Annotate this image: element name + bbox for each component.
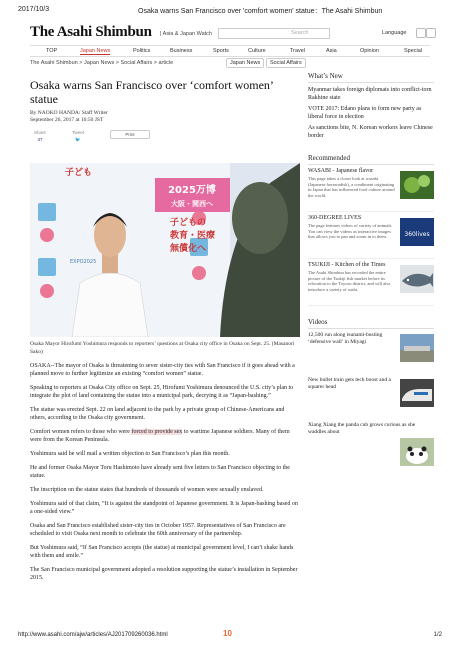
recommended-desc: This page takes a closer look at wasabi (Japanese horseradish), a condiment originating in Japan that has influenced food culture around the world. <box>308 176 395 198</box>
twitter-icon: 🐦 <box>75 137 81 142</box>
paragraph: The San Francisco municipal government adopted a resolution supporting the statue’s installation in September 2015. <box>30 567 298 581</box>
banner-place: 大阪・関西へ <box>171 200 213 208</box>
page-count: 1/2 <box>433 632 442 638</box>
sign-top: 子ども <box>65 168 93 178</box>
language-label: Language <box>382 30 407 36</box>
breadcrumb[interactable]: The Asahi Shimbun > Japan News > Social Affairs > article <box>30 60 174 66</box>
paragraph: Osaka and San Francisco established sister-city ties in October 1957. Representatives of San Francisco are scheduled to visit Osaka next month to celebrate the 60th anniversary of the partnership. <box>30 523 286 537</box>
nav-politics[interactable]: Politics <box>133 48 151 54</box>
recommended-item[interactable] <box>308 168 434 212</box>
video-title: Xiang Xiang the panda cub grows curious as she waddles about <box>308 422 416 435</box>
whats-new-item[interactable]: Myanmar takes foreign diplomats into conflict-torn Rakhine state <box>308 87 432 101</box>
sign-line-2: 教育・医療 <box>170 231 216 241</box>
video-item[interactable] <box>308 377 434 419</box>
sign-line-1: 子どもの <box>170 218 207 228</box>
video-thumbnail-train <box>400 379 434 407</box>
paragraph-comfort-women <box>30 428 300 444</box>
main-nav <box>30 45 430 57</box>
video-item[interactable] <box>308 422 434 464</box>
page-number-marker: 10 <box>223 629 232 638</box>
facebook-share-button[interactable] <box>30 130 50 142</box>
text-run: to wartime Japanese soldiers. Many of them were from the Korean Peninsula. <box>30 429 290 443</box>
tweet-label: Tweet <box>71 130 84 135</box>
whats-new-item[interactable]: As sanctions bite, N. Korean workers leave Chinese border <box>308 125 433 139</box>
edition-label: | Asia & Japan Watch <box>160 31 212 37</box>
paragraph: The statue was erected Sept. 22 on land adjacent to the park by a private group of Chinese-Americans and others, according to the Osaka city government. <box>30 407 285 421</box>
sign-line-3: 無償化へ <box>170 244 207 254</box>
highlighted-link[interactable]: forced to provide sex <box>131 429 183 435</box>
paragraph: Yoshimura said of that claim, “It is against the standpoint of Japanese government. It is Japan-bashing based on a one-sided view.” <box>30 501 298 515</box>
recommended-title: WASABI - Japanese flavor <box>308 168 374 174</box>
share-count: 37 <box>37 137 43 142</box>
recommended-item[interactable] <box>308 262 434 306</box>
print-footer <box>18 629 442 642</box>
video-thumbnail-panda <box>400 438 434 466</box>
share-label: Share <box>33 130 46 135</box>
recommended-item[interactable] <box>308 215 434 259</box>
text-run: Comfort women refers to those who were <box>30 429 132 435</box>
edition-text: Asia & Japan Watch <box>162 31 212 37</box>
tuna-thumbnail <box>400 265 434 293</box>
byline <box>30 110 300 124</box>
nav-business[interactable]: Business <box>170 48 193 54</box>
language-toggle-ja[interactable] <box>426 28 436 38</box>
paragraph: Yoshimura said he will mail a written objection to San Francisco’s plan this month. <box>30 451 230 457</box>
share-bar <box>30 129 300 151</box>
recommended-desc: The Asahi Shimbun has recorded the entire picture of the Tsukiji fish market before its relocation to the Toyosu district, and will also introduce a variety of sushi. <box>308 270 391 292</box>
banner-year: 2025万博 <box>168 185 216 196</box>
video-title: 12,500 run along tsunami-busting ‘defensive wall’ in Miyagi <box>308 332 383 345</box>
author: By NAOKO HANDA/ Staff Writer <box>30 110 108 116</box>
svg-text:360lives: 360lives <box>404 231 430 238</box>
article-title: Osaka warns San Francisco over ‘comfort women’ statue <box>30 78 274 106</box>
site-logo[interactable]: The Asahi Shimbun <box>30 24 152 40</box>
photo-caption: Osaka Mayor Hirofumi Yoshimura responds to reporters’ questions at Osaka city office in Osaka on Sept. 25. (Masanori Sako) <box>30 341 295 355</box>
nav-opinion[interactable]: Opinion <box>360 48 379 54</box>
publish-date: September 26, 2017 at 16:50 JST <box>30 117 104 123</box>
sidebar <box>308 72 434 464</box>
print-title: Osaka warns San Francisco over 'comfort women' statue：The Asahi Shimbun <box>138 8 383 15</box>
nav-japan-news[interactable]: Japan News <box>80 48 111 54</box>
print-date: 2017/10/3 <box>18 6 50 13</box>
print-header <box>18 6 442 18</box>
paragraph: The inscription on the statue states that hundreds of thousands of women were sexually enslaved. <box>30 487 264 493</box>
whats-new-item[interactable]: VOTE 2017: Edano plans to form new party as liberal force in election <box>308 106 422 120</box>
whats-new-heading: What’s New <box>308 72 434 83</box>
print-button[interactable]: Print <box>110 130 150 139</box>
video-thumbnail-wall <box>400 334 434 362</box>
video-title: New bullet train gets tech boost and a squarer head <box>308 377 391 390</box>
360-lives-thumbnail <box>400 218 434 246</box>
videos-heading: Videos <box>308 318 434 329</box>
paragraph: Speaking to reporters at Osaka City office on Sept. 25, Hirofumi Yoshimura denounced the U.S. city’s plan to integrate the plot of land containing the statue into a municipal park, decrying it as “Japan-bashing.” <box>30 385 294 399</box>
paragraph: He and former Osaka Mayor Toru Hashimoto have already sent five letters to San Francisco objecting to the statue. <box>30 465 290 479</box>
article <box>30 78 300 582</box>
recommended-title: 360-DEGREE LIVES <box>308 215 362 221</box>
recommended-heading: Recommended <box>308 154 434 165</box>
nav-travel[interactable]: Travel <box>290 48 306 54</box>
article-photo[interactable] <box>30 163 300 337</box>
article-body <box>30 362 300 582</box>
nav-asia[interactable]: Asia <box>326 48 337 54</box>
page-url: http://www.asahi.com/ajw/articles/AJ201709260036.html <box>18 632 168 638</box>
paragraph: OSAKA--The mayor of Osaka is threatening to sever sister-city ties with San Francisco if it goes ahead with a planned move to further legitimize an existing “comfort women” statue. <box>30 363 295 377</box>
tweet-button[interactable] <box>68 130 88 143</box>
tag-social-affairs[interactable]: Social Affairs <box>266 58 306 68</box>
nav-top[interactable]: TOP <box>46 48 58 54</box>
nav-culture[interactable]: Culture <box>248 48 266 54</box>
search-input[interactable]: Search <box>218 28 330 39</box>
wasabi-thumbnail <box>400 171 434 199</box>
language-toggle-en[interactable] <box>416 28 426 38</box>
expo-logo-text: EXPO2025 <box>70 259 97 265</box>
video-item[interactable] <box>308 332 434 374</box>
paragraph: But Yoshimura said, “If San Francisco accepts (the statue) at municipal government level, I can’t shake hands with them and smile.” <box>30 545 294 559</box>
photo-illustration <box>30 163 300 337</box>
tag-japan-news[interactable]: Japan News <box>226 58 264 68</box>
nav-special[interactable]: Special <box>404 48 423 54</box>
recommended-title: TSUKIJI - Kitchen of the Times <box>308 262 386 268</box>
nav-sports[interactable]: Sports <box>213 48 229 54</box>
recommended-desc: The page features videos of variety of animals. You can view the videos as interactive images that allows you to pan and zoom in to them. <box>308 223 393 239</box>
